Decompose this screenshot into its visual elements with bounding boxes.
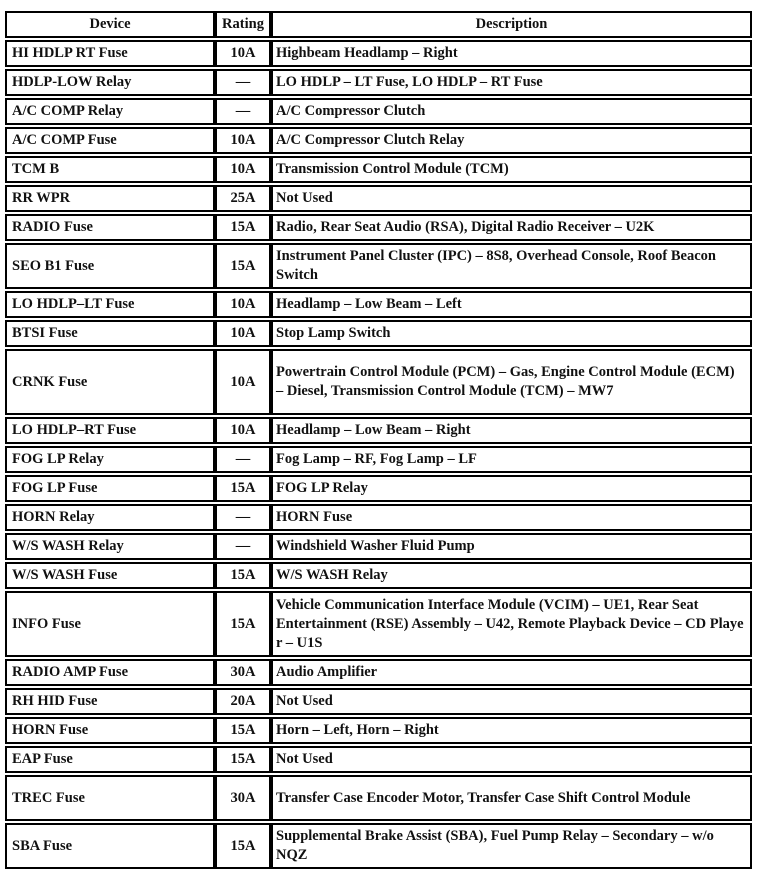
- device-cell: TCM B: [5, 156, 215, 183]
- table-row: [5, 320, 752, 347]
- table-row: [5, 823, 752, 869]
- rating-cell: —: [215, 533, 271, 560]
- table-row: [5, 446, 752, 473]
- description-cell: A/C Compressor Clutch: [271, 98, 752, 125]
- description-cell: HORN Fuse: [271, 504, 752, 531]
- table-row: [5, 156, 752, 183]
- device-cell: LO HDLP–RT Fuse: [5, 417, 215, 444]
- device-cell: FOG LP Fuse: [5, 475, 215, 502]
- description-cell: Fog Lamp – RF, Fog Lamp – LF: [271, 446, 752, 473]
- description-cell: Radio, Rear Seat Audio (RSA), Digital Radio Receiver – U2K: [271, 214, 752, 241]
- rating-cell: 10A: [215, 40, 271, 67]
- rating-cell: 15A: [215, 214, 271, 241]
- device-cell: RADIO Fuse: [5, 214, 215, 241]
- table-row: [5, 291, 752, 318]
- table-row: [5, 746, 752, 773]
- rating-cell: —: [215, 504, 271, 531]
- device-cell: FOG LP Relay: [5, 446, 215, 473]
- rating-cell: 30A: [215, 775, 271, 821]
- table-row: [5, 533, 752, 560]
- column-header-device: Device: [5, 11, 215, 38]
- device-cell: INFO Fuse: [5, 591, 215, 657]
- device-cell: EAP Fuse: [5, 746, 215, 773]
- description-cell: Not Used: [271, 746, 752, 773]
- rating-cell: 15A: [215, 746, 271, 773]
- table-row: [5, 417, 752, 444]
- table-row: [5, 98, 752, 125]
- description-cell: Supplemental Brake Assist (SBA), Fuel Pump Relay – Secondary – w/o NQZ: [271, 823, 752, 869]
- table-row: [5, 475, 752, 502]
- table-row: [5, 349, 752, 415]
- device-cell: HDLP-LOW Relay: [5, 69, 215, 96]
- rating-cell: 15A: [215, 243, 271, 289]
- description-cell: Highbeam Headlamp – Right: [271, 40, 752, 67]
- rating-cell: —: [215, 69, 271, 96]
- table-row: [5, 688, 752, 715]
- table-row: [5, 69, 752, 96]
- rating-cell: 20A: [215, 688, 271, 715]
- device-cell: SBA Fuse: [5, 823, 215, 869]
- rating-cell: 30A: [215, 659, 271, 686]
- device-cell: RR WPR: [5, 185, 215, 212]
- table-row: [5, 659, 752, 686]
- description-cell: Transmission Control Module (TCM): [271, 156, 752, 183]
- description-cell: FOG LP Relay: [271, 475, 752, 502]
- rating-cell: —: [215, 446, 271, 473]
- column-header-rating: Rating: [215, 11, 271, 38]
- description-cell: Vehicle Communication Interface Module (VCIM) – UE1, Rear Seat Entertainment (RSE) Assembly – U42, Remote Playback Device – CD Playe r – U1S: [271, 591, 752, 657]
- device-cell: SEO B1 Fuse: [5, 243, 215, 289]
- rating-cell: 10A: [215, 291, 271, 318]
- table-row: [5, 775, 752, 821]
- rating-cell: 15A: [215, 562, 271, 589]
- description-cell: Audio Amplifier: [271, 659, 752, 686]
- fuse-relay-table: [5, 9, 752, 871]
- table-body: [5, 40, 752, 869]
- description-cell: Stop Lamp Switch: [271, 320, 752, 347]
- description-cell: A/C Compressor Clutch Relay: [271, 127, 752, 154]
- rating-cell: 10A: [215, 417, 271, 444]
- rating-cell: 10A: [215, 156, 271, 183]
- device-cell: TREC Fuse: [5, 775, 215, 821]
- table-row: [5, 562, 752, 589]
- rating-cell: 15A: [215, 717, 271, 744]
- header-row: [5, 11, 752, 38]
- description-cell: Headlamp – Low Beam – Right: [271, 417, 752, 444]
- device-cell: CRNK Fuse: [5, 349, 215, 415]
- device-cell: HORN Fuse: [5, 717, 215, 744]
- rating-cell: 10A: [215, 320, 271, 347]
- table-row: [5, 504, 752, 531]
- device-cell: A/C COMP Fuse: [5, 127, 215, 154]
- description-cell: LO HDLP – LT Fuse, LO HDLP – RT Fuse: [271, 69, 752, 96]
- description-cell: W/S WASH Relay: [271, 562, 752, 589]
- table-row: [5, 591, 752, 657]
- description-cell: Windshield Washer Fluid Pump: [271, 533, 752, 560]
- table-row: [5, 40, 752, 67]
- device-cell: LO HDLP–LT Fuse: [5, 291, 215, 318]
- device-cell: RADIO AMP Fuse: [5, 659, 215, 686]
- column-header-description: Description: [271, 11, 752, 38]
- table-row: [5, 185, 752, 212]
- description-cell: Powertrain Control Module (PCM) – Gas, Engine Control Module (ECM) – Diesel, Transmission Control Module (TCM) – MW7: [271, 349, 752, 415]
- table-row: [5, 214, 752, 241]
- device-cell: A/C COMP Relay: [5, 98, 215, 125]
- rating-cell: 10A: [215, 349, 271, 415]
- device-cell: HORN Relay: [5, 504, 215, 531]
- table-row: [5, 717, 752, 744]
- rating-cell: 15A: [215, 475, 271, 502]
- device-cell: W/S WASH Relay: [5, 533, 215, 560]
- description-cell: Not Used: [271, 185, 752, 212]
- description-cell: Horn – Left, Horn – Right: [271, 717, 752, 744]
- device-cell: RH HID Fuse: [5, 688, 215, 715]
- table-row: [5, 127, 752, 154]
- rating-cell: 15A: [215, 591, 271, 657]
- description-cell: Instrument Panel Cluster (IPC) – 8S8, Overhead Console, Roof Beacon Switch: [271, 243, 752, 289]
- description-cell: Transfer Case Encoder Motor, Transfer Case Shift Control Module: [271, 775, 752, 821]
- rating-cell: 25A: [215, 185, 271, 212]
- rating-cell: 10A: [215, 127, 271, 154]
- description-cell: Not Used: [271, 688, 752, 715]
- device-cell: W/S WASH Fuse: [5, 562, 215, 589]
- table-header: [5, 11, 752, 38]
- device-cell: BTSI Fuse: [5, 320, 215, 347]
- description-cell: Headlamp – Low Beam – Left: [271, 291, 752, 318]
- rating-cell: —: [215, 98, 271, 125]
- rating-cell: 15A: [215, 823, 271, 869]
- table-row: [5, 243, 752, 289]
- device-cell: HI HDLP RT Fuse: [5, 40, 215, 67]
